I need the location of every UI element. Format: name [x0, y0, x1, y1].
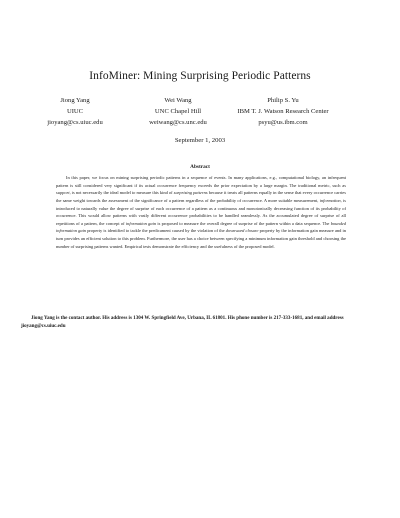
author-3 — [226, 96, 340, 128]
author-2 — [136, 96, 220, 128]
abstract-emphasis: downward closure — [225, 228, 259, 234]
contact-paragraph: Jiong Yang is the contact author. His address is 1304 W. Springfield Ave, Urbana, IL 61801. His phone number is 217-333-1681, and email address jioyang@cs.uiuc.edu — [21, 315, 344, 330]
abstract-emphasis: surprising patterns — [173, 190, 208, 196]
abstract-text: , is not necessarily the ideal model to measure this kind of — [69, 190, 174, 196]
author-name: Wei Wang — [164, 97, 192, 104]
abstract-text: because it treats all patterns equally in the sense that every occurrence carries the same weight towards the assessment of the significance of a pattern regardless of the probability of occurrence. A more suitable measurement, — [56, 190, 346, 203]
abstract-emphasis: support — [56, 190, 70, 196]
author-email: jioyang@cs.uiuc.edu — [47, 118, 103, 126]
abstract-body — [56, 174, 346, 250]
paper-title: InfoMiner: Mining Surprising Periodic Patterns — [89, 70, 311, 82]
abstract-paragraph — [56, 174, 346, 250]
author-1 — [35, 96, 115, 128]
author-affiliation: IBM T. J. Watson Research Center — [237, 107, 329, 115]
author-name: Philip S. Yu — [267, 97, 299, 104]
abstract-emphasis: information gain — [125, 220, 157, 226]
author-block — [0, 96, 400, 136]
abstract-text: is proposed to measure the overall degree of surprise of the pattern within a data sequence. The — [156, 220, 331, 226]
author-name: Jiong Yang — [60, 97, 90, 104]
abstract-text: property by the information gain measure and in turn provides an efficient solution to this problem. Furthermore, the user has a choice between specifying a minimum information gain threshold and choosing the number of surprising patterns wanted. Empirical tests demonstrate the efficiency and the usefulness of the proposed model. — [56, 228, 346, 249]
paper-date: September 1, 2003 — [174, 137, 226, 144]
abstract-emphasis: information — [319, 197, 341, 203]
abstract-text: property is identified to tackle the predicament caused by the violation of the — [86, 228, 226, 234]
author-email: weiwang@cs.unc.edu — [149, 118, 207, 126]
abstract-emphasis: bounded information gain — [56, 220, 346, 234]
author-email: psyu@us.ibm.com — [258, 118, 308, 126]
abstract-text: , is introduced to naturally value the degree of surprise of each occurrence of a pattern as a continuous and monotonically decreasing function of its probability of occurrence. This would allow patterns with vastly different occurrence probabilities to be handled seamlessly. As the accumulated degree of surprise of all repetitions of a pattern, the concept of — [56, 197, 347, 226]
abstract-heading: Abstract — [190, 164, 210, 170]
contact-note — [21, 314, 379, 330]
author-affiliation: UIUC — [66, 107, 84, 115]
abstract-text: In this paper, we focus on mining surprising periodic patterns in a sequence of events. In many applications, e.g., computational biology, an infrequent pattern is still considered very significant if its actual occurrence frequency exceeds the prior expectation by a large margin. The traditional metric, such as — [56, 175, 346, 188]
author-affiliation: UNC Chapel Hill — [154, 107, 202, 115]
